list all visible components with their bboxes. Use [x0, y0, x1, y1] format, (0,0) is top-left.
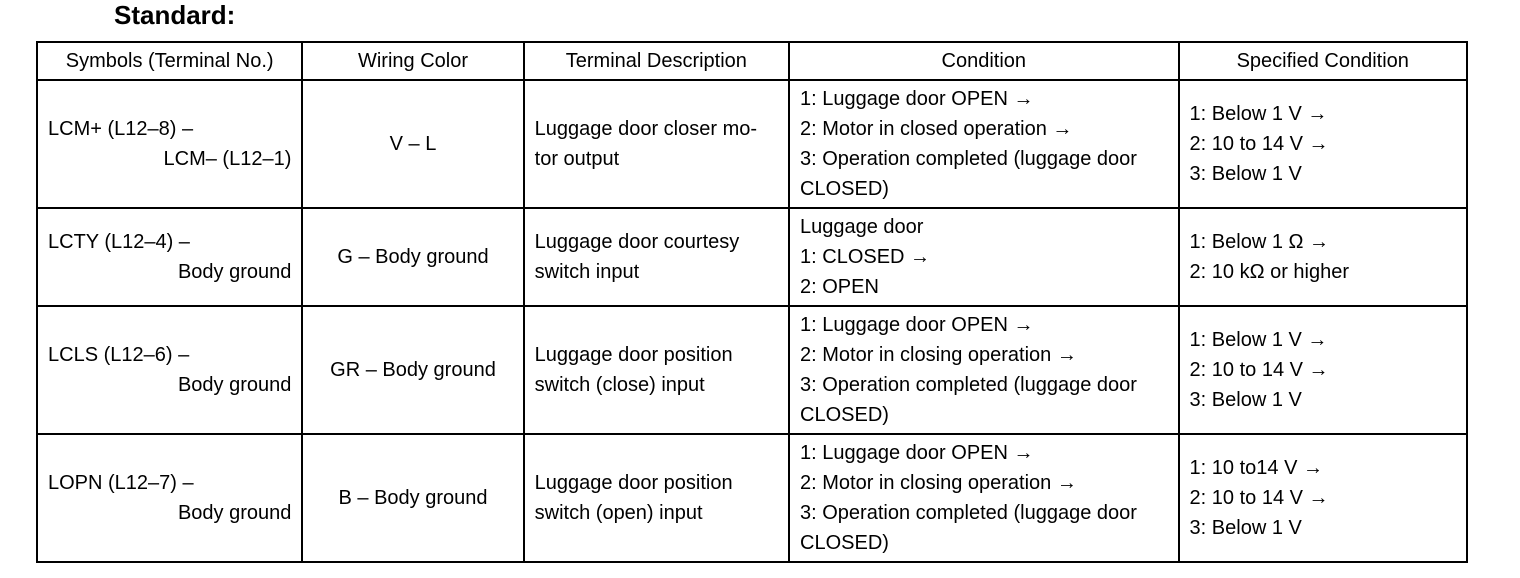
table-row [37, 208, 1467, 306]
symbol-reference: Body ground [177, 502, 292, 524]
spec-line: 2: 10 kΩ or higher [1189, 261, 1350, 283]
symbol-reference: Body ground [177, 261, 292, 283]
condition-line: 3: Operation completed (luggage door [800, 148, 1137, 170]
terminal-description-cell [524, 208, 789, 306]
condition-line: 2: Motor in closing operation → [800, 344, 1077, 366]
description-line: Luggage door closer mo- [534, 118, 758, 140]
spec-line: 1: 10 to14 V → [1189, 457, 1323, 479]
wiring-color-cell: V – L [302, 80, 523, 208]
wiring-color-cell: GR – Body ground [302, 306, 523, 434]
header-specified-condition: Specified Condition [1179, 42, 1467, 80]
condition-line: 2: Motor in closed operation → [800, 118, 1073, 140]
spec-line: 1: Below 1 V → [1189, 103, 1328, 125]
table-row [37, 434, 1467, 562]
condition-line: Luggage door [800, 216, 924, 238]
header-condition: Condition [789, 42, 1179, 80]
condition-line: 3: Operation completed (luggage door [800, 502, 1137, 524]
terminal-description-cell [524, 434, 789, 562]
condition-line: 1: CLOSED → [800, 246, 931, 268]
description-line: Luggage door position [534, 472, 733, 494]
description-line: Luggage door position [534, 344, 733, 366]
symbol-cell [37, 80, 302, 208]
spec-line: 1: Below 1 V → [1189, 329, 1328, 351]
condition-cell [789, 80, 1179, 208]
condition-cell [789, 434, 1179, 562]
condition-line: CLOSED) [800, 178, 889, 200]
condition-line: 1: Luggage door OPEN → [800, 442, 1034, 464]
condition-line: 1: Luggage door OPEN → [800, 314, 1034, 336]
specified-condition-cell [1179, 80, 1467, 208]
symbol-cell [37, 306, 302, 434]
wiring-color-cell: B – Body ground [302, 434, 523, 562]
description-line: switch input [534, 261, 640, 283]
condition-cell [789, 208, 1179, 306]
terminal-description-cell [524, 80, 789, 208]
symbol-cell [37, 434, 302, 562]
condition-cell [789, 306, 1179, 434]
condition-line: CLOSED) [800, 532, 889, 554]
header-wiring-color: Wiring Color [302, 42, 523, 80]
spec-line: 2: 10 to 14 V → [1189, 487, 1329, 509]
specified-condition-cell [1179, 306, 1467, 434]
header-terminal-description: Terminal Description [524, 42, 789, 80]
spec-line: 3: Below 1 V [1189, 517, 1302, 539]
condition-line: 2: Motor in closing operation → [800, 472, 1077, 494]
condition-line: 3: Operation completed (luggage door [800, 374, 1137, 396]
specified-condition-cell [1179, 208, 1467, 306]
terminal-description-cell [524, 306, 789, 434]
wiring-color-cell: G – Body ground [302, 208, 523, 306]
symbol-terminal: LOPN (L12–7) – [48, 472, 194, 494]
description-line: Luggage door courtesy [534, 231, 740, 253]
condition-line: 1: Luggage door OPEN → [800, 88, 1034, 110]
description-line: switch (open) input [534, 502, 703, 524]
page-title: Standard: [114, 0, 236, 30]
header-symbols: Symbols (Terminal No.) [37, 42, 302, 80]
table-row [37, 80, 1467, 208]
spec-line: 3: Below 1 V [1189, 163, 1302, 185]
symbol-reference: Body ground [177, 374, 292, 396]
table-row [37, 306, 1467, 434]
symbol-cell [37, 208, 302, 306]
spec-line: 1: Below 1 Ω → [1189, 231, 1329, 253]
symbol-terminal: LCLS (L12–6) – [48, 344, 190, 366]
specified-condition-cell [1179, 434, 1467, 562]
description-line: tor output [534, 148, 620, 170]
symbol-reference: LCM– (L12–1) [163, 148, 292, 170]
standard-spec-table [36, 41, 1468, 563]
condition-line: 2: OPEN [800, 276, 879, 298]
condition-line: CLOSED) [800, 404, 889, 426]
symbol-terminal: LCM+ (L12–8) – [48, 118, 194, 140]
table-header-row [37, 42, 1467, 80]
spec-line: 2: 10 to 14 V → [1189, 133, 1329, 155]
spec-line: 2: 10 to 14 V → [1189, 359, 1329, 381]
symbol-terminal: LCTY (L12–4) – [48, 231, 190, 253]
spec-line: 3: Below 1 V [1189, 389, 1302, 411]
description-line: switch (close) input [534, 374, 705, 396]
